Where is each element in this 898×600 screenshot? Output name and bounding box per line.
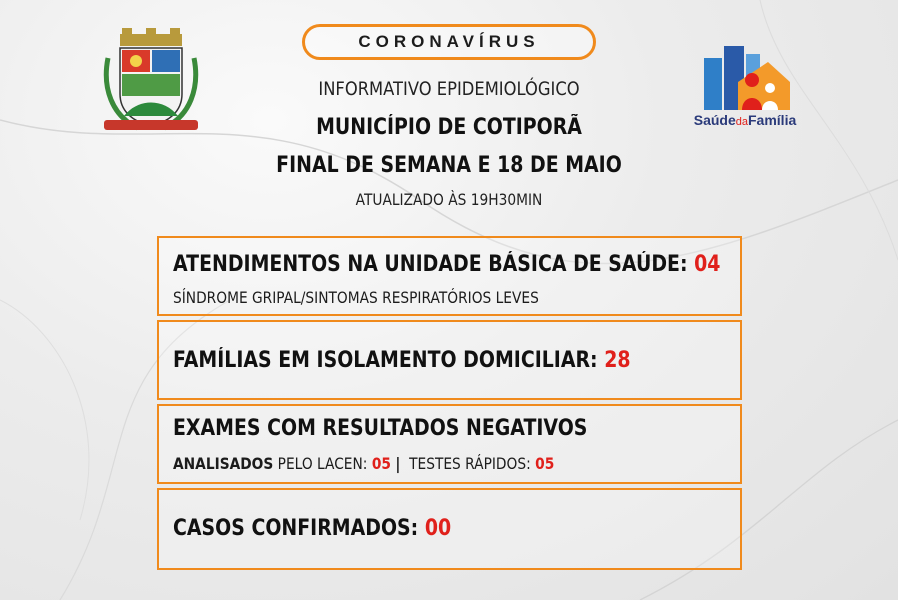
periodo-title: FINAL DE SEMANA E 18 DE MAIO	[276, 153, 622, 178]
atendimentos-subtitle: SÍNDROME GRIPAL/SINTOMAS RESPIRATÓRIOS LEVES	[173, 288, 539, 307]
isolamento-card	[157, 320, 742, 400]
lacen-value: 05	[371, 454, 391, 473]
separator: |	[395, 454, 401, 473]
exames-card	[157, 404, 742, 484]
isolamento-value: 28	[604, 348, 631, 373]
exames-detail-line	[173, 454, 554, 473]
coronavirus-banner: CORONAVÍRUS	[302, 24, 596, 60]
saude-da-familia-text: SaúdedaFamília	[693, 112, 797, 128]
atendimentos-line	[173, 252, 720, 277]
isolamento-label: FAMÍLIAS EM ISOLAMENTO DOMICILIAR:	[173, 348, 598, 373]
testes-value: 05	[535, 454, 555, 473]
lacen-label: PELO LACEN:	[277, 454, 368, 473]
confirmados-label: CASOS CONFIRMADOS:	[173, 516, 419, 541]
atualizado-text: ATUALIZADO ÀS 19H30MIN	[355, 190, 543, 209]
confirmados-line	[173, 516, 451, 541]
atendimentos-value: 04	[694, 252, 721, 277]
municipio-title: MUNICÍPIO DE COTIPORÃ	[316, 115, 582, 140]
exames-label: EXAMES COM RESULTADOS NEGATIVOS	[173, 416, 588, 441]
confirmados-value: 00	[424, 516, 452, 541]
informativo-title: INFORMATIVO EPIDEMIOLÓGICO	[318, 78, 580, 100]
atendimentos-card	[157, 236, 742, 316]
analisados-label: ANALISADOS	[173, 454, 274, 473]
atendimentos-label: ATENDIMENTOS NA UNIDADE BÁSICA DE SAÚDE:	[173, 252, 688, 277]
confirmados-card	[157, 488, 742, 570]
isolamento-line	[173, 348, 631, 373]
testes-label: TESTES RÁPIDOS:	[409, 454, 531, 473]
